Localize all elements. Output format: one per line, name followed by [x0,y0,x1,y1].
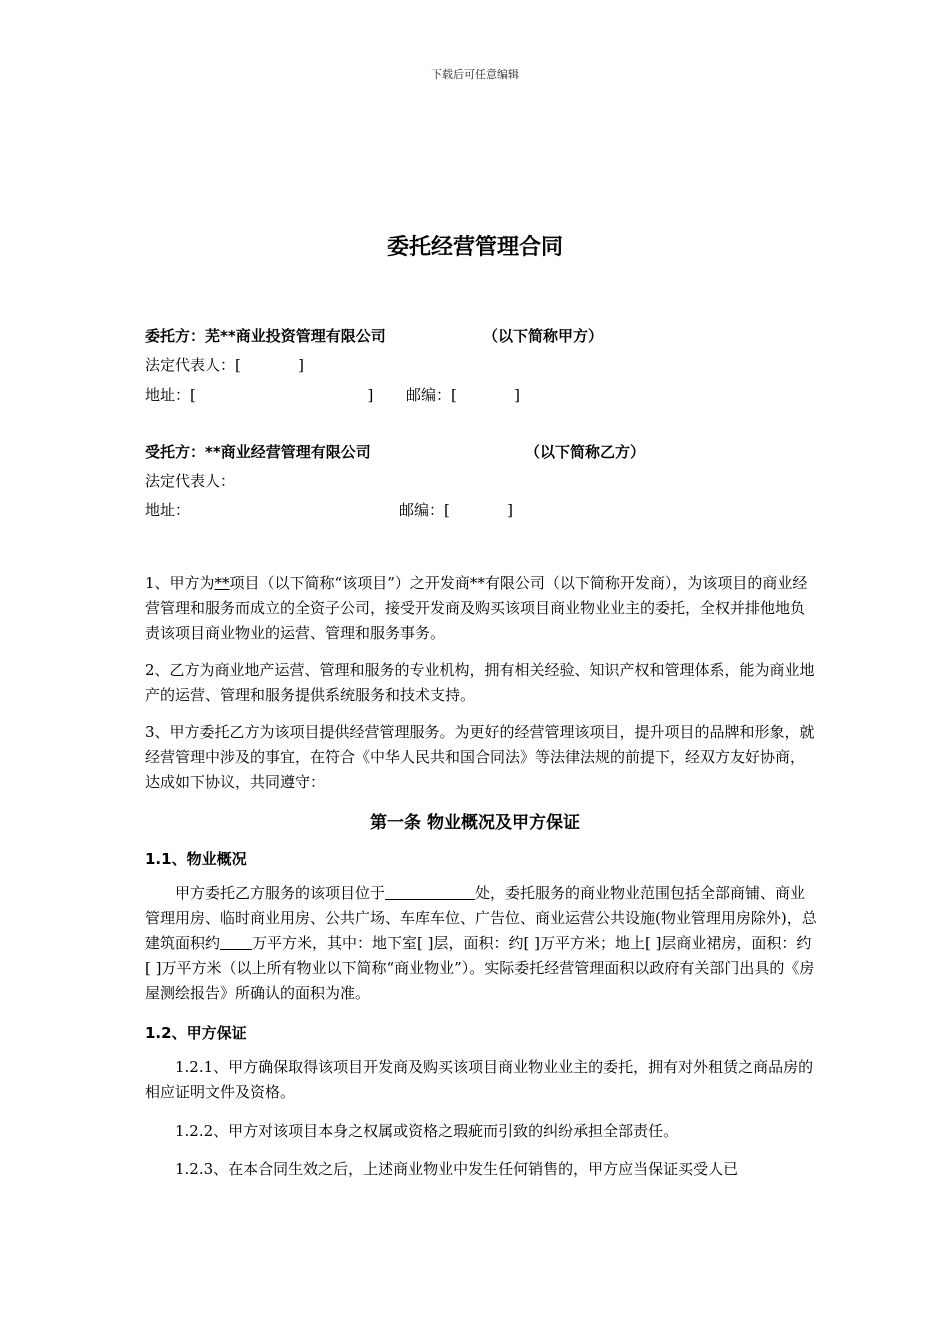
recital-1-project: ** [214,574,230,592]
clause-1-2-2: 1.2.2、甲方对该项目本身之权属或资格之瑕疵而引致的纠纷承担全部责任。 [175,1122,679,1140]
party-b-name: **商业经营管理有限公司 [205,443,371,461]
party-b-label: 受托方： [145,443,206,461]
party-b-rep: 法定代表人： [145,472,236,490]
section-1-1-heading: 1.1、物业概况 [145,850,247,868]
party-a-address [145,384,373,405]
party-a-alias: （以下简称甲方） [483,327,604,345]
party-b-postcode-label: 邮编： [399,501,445,519]
party-b-address: 地址： [145,501,191,519]
clause-1-2-1: 1.2.1、甲方确保取得该项目开发商及购买该项目商业物业业主的委托，拥有对外租赁之商品房的相应证明文件及资格。 [145,1058,814,1101]
party-a-postcode-label: 邮编： [406,386,452,404]
recital-1-start: 1、甲方为 [145,574,215,592]
party-a-postcode [406,384,520,405]
area-blank [220,934,252,950]
recital-1 [145,571,817,646]
party-a-addr-label: 地址： [145,386,191,404]
party-a-line [145,325,386,346]
section-1-1-part-c: 万平方米，其中：地下室[ ]层，面积：约[ ]万平方米；地上[ ]层商业裙房，面积：约[ ]万平方米（以上所有物业以下简称“商业物业”）。实际委托经营管理面积以政府有关部门出具的《房屋测绘报告》所确认的面积为准。 [145,934,815,1002]
party-a-rep [145,354,304,375]
party-a-name: 芜**商业投资管理有限公司 [205,327,386,345]
party-b-line [145,441,371,462]
party-b-postcode-value: [ ] [444,501,513,519]
party-a-rep-label: 法定代表人： [145,356,236,374]
section-1-1-part-b: 处，委托服务的商业物业范围包括全部商铺、商业管理用房、临时商业用房、公共广场、车库车位、广告位、商业运营公共设施(物业管理用房除外)，总建筑面积约 [145,884,817,952]
clause-1-2-3: 1.2.3、在本合同生效之后，上述商业物业中发生任何销售的，甲方应当保证买受人已 [175,1160,739,1178]
recital-1-rest: 项目（以下简称“该项目”）之开发商**有限公司（以下简称开发商），为该项目的商业经营管理和服务而成立的全资子公司，接受开发商及购买该项目商业物业业主的委托，全权并排他地负责该项目商业物业的运营、管理和服务事务。 [145,574,808,642]
section-1-2-heading: 1.2、甲方保证 [145,1024,247,1042]
section-1-1-part-a: 甲方委托乙方服务的该项目位于 [175,884,386,902]
party-a-addr-value: [ ] [190,386,374,404]
party-b-alias: （以下简称乙方） [525,443,646,461]
recital-2: 2、乙方为商业地产运营、管理和服务的专业机构，拥有相关经验、知识产权和管理体系，能为商业地产的运营、管理和服务提供系统服务和技术支持。 [145,661,815,704]
article-1-heading: 第一条 物业概况及甲方保证 [370,813,580,833]
document-title: 委托经营管理合同 [386,235,563,260]
party-a-label: 委托方： [145,327,206,345]
page-header-note: 下载后可任意编辑 [431,68,519,81]
party-a-rep-value: [ ] [235,356,304,374]
party-a-postcode-value: [ ] [451,386,520,404]
section-1-1-body [145,881,817,1006]
party-b-postcode [399,499,513,520]
location-blank [385,884,475,900]
recital-3: 3、甲方委托乙方为该项目提供经营管理服务。为更好的经营管理该项目，提升项目的品牌和形象，就经营管理中涉及的事宜，在符合《中华人民共和国合同法》等法律法规的前提下，经双方友好协商，达成如下协议，共同遵守： [145,723,815,791]
